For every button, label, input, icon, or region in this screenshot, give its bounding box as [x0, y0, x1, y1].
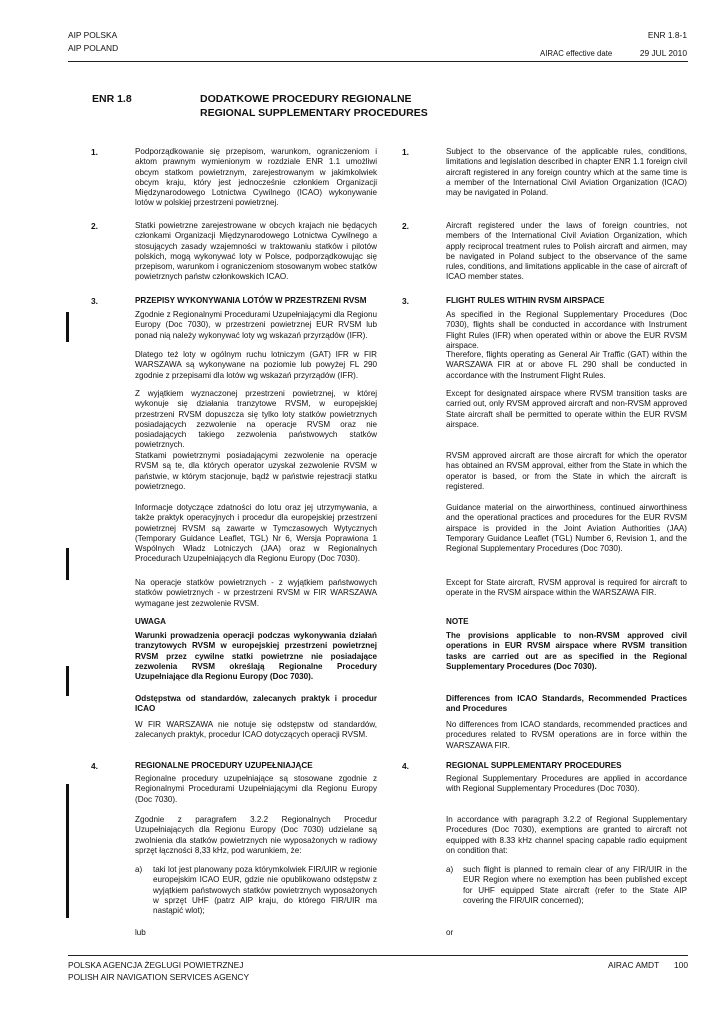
pl-number-1: 1. [91, 147, 98, 157]
change-bar [66, 312, 69, 342]
en-or: or [446, 928, 454, 937]
pl-note-heading: UWAGA [135, 617, 167, 626]
pl-paragraph-1: Podporządkowanie się przepisom, warunkom, ograniczeniom i aktom prawnym wymienionym w rozdziale ENR 1.1 umożliwi obcym statkom powietrznym, zarejestrowanym w jakimkolwiek obcym kraju, który jest jednocześnie członkiem Organizacji Międzynarodowego Lotnictwa Cywilnego (ICAO) wykonywanie lotów w polskiej przestrzeni powietrznej. [135, 147, 377, 208]
pl-paragraph-3e: Informacje dotyczące zdatności do lotu oraz jej utrzymywania, a także praktyk operacyjnych i procedur dla europejskiej przestrzeni powietrznej RVSM są zawarte w Tymczasowych Wytycznych (Temporary Guidance Leaflet, TGL) Nr 6, Wersja Poprawiona 1 Wspólnych Władz Lotniczych (JAA) oraz w Regionalnych Procedurach Uzupełniających dla Regionu Europy (Doc 7030). [135, 503, 377, 564]
en-paragraph-2: Aircraft registered under the laws of foreign countries, not members of the International Civil Aviation Organization, which apply reciprocal treatment rules to Polish aircraft and airmen, may be navigated in Poland subject to the observance of the same rules, conditions, and limitations applicable in the case of aircraft of ICAO member states. [446, 221, 687, 282]
pl-number-2: 2. [91, 221, 98, 231]
pl-note-text: Warunki prowadzenia operacji podczas wykonywania działań tranzytowych RVSM w europejskiej przestrzeni powietrznej RVSM przez cywilne statki powietrzne nie posiadające zezwolenia RVSM określają Regionalne Procedury Uzupełniające dla Regionu Europy (Doc 7030). [135, 631, 377, 682]
header-effective-label: AIRAC effective date [540, 49, 613, 58]
pl-number-3: 3. [91, 296, 98, 306]
pl-item-a-text: taki lot jest planowany poza którymkolwiek FIR/UIR w regionie europejskim ICAO EUR, gdzie nie opublikowano odstępstw z wyjątkiem państwowych statków powietrznych wyposażonych w sprzęt UHF (patrz AIP kraju, do którego FIR/UIR ma nastąpić wlot); [153, 865, 377, 916]
section-title-pl: DODATKOWE PROCEDURY REGIONALNE [200, 93, 412, 105]
pl-differences-text: W FIR WARSZAWA nie notuje się odstępstw od standardów, zalecanych praktyk, procedur ICAO dotyczących operacji RVSM. [135, 720, 377, 740]
en-note-text: The provisions applicable to non-RVSM approved civil operations in EUR RVSM airspace where RVSM transition tasks are carried out are as specified in the Regional Supplementary Procedures (Doc 7030). [446, 631, 687, 671]
en-heading-3: FLIGHT RULES WITHIN RVSM AIRSPACE [446, 296, 605, 305]
en-paragraph-1: Subject to the observance of the applicable rules, conditions, limitations and legislation described in chapter ENR 1.1 foreign civil aircraft registered in any foreign country which at the same time is a member of the International Civil Aviation Organization (ICAO) may be navigated in Poland. [446, 147, 687, 198]
change-bar [66, 548, 69, 580]
header-effective-date: 29 JUL 2010 [639, 48, 687, 58]
footer-agency-pl: POLSKA AGENCJA ŻEGLUGI POWIETRZNEJ [68, 960, 244, 970]
en-paragraph-4a: Regional Supplementary Procedures are applied in accordance with Regional Supplementary Procedures (Doc 7030). [446, 774, 687, 794]
section-code: ENR 1.8 [92, 93, 132, 105]
en-paragraph-3d: RVSM approved aircraft are those aircraft for which the operator has obtained an RVSM approval, either from the State in which the operator is based, or from the State in which the aircraft is registered. [446, 451, 687, 491]
section-title-en: REGIONAL SUPPLEMENTARY PROCEDURES [200, 107, 428, 119]
header-aip-polska: AIP POLSKA [68, 30, 118, 40]
pl-paragraph-4a: Regionalne procedury uzupełniające są stosowane zgodnie z Regionalnymi Procedurami Uzupełniającymi dla Regionu Europy (Doc 7030). [135, 774, 377, 804]
en-number-3: 3. [402, 296, 409, 306]
en-item-a-label: a) [446, 865, 454, 874]
en-differences-text: No differences from ICAO standards, recommended practices and procedures related to RVSM operations are in force within the WARSZAWA FIR. [446, 720, 687, 750]
header-aip-poland: AIP POLAND [68, 43, 119, 53]
en-heading-4: REGIONAL SUPPLEMENTARY PROCEDURES [446, 761, 622, 770]
footer-amdt-number: 100 [674, 960, 688, 970]
en-number-1: 1. [402, 147, 409, 157]
footer-amdt-label: AIRAC AMDT [608, 960, 660, 970]
footer-rule [68, 955, 688, 956]
en-paragraph-3e: Guidance material on the airworthiness, continued airworthiness and the operational practices and procedures for the EUR RVSM airspace is provided in the Joint Aviation Authorities (JAA) Temporary Guidance Leaflet (TGL) Number 6, Revision 1, and the Regional Supplementary Procedures (Doc 7030). [446, 503, 687, 554]
en-paragraph-3b: Therefore, flights operating as General Air Traffic (GAT) within the WARSZAWA FIR at or above FL 290 shall be conducted in accordance with the Instrument Flight Rules. [446, 350, 687, 380]
pl-paragraph-3c: Z wyjątkiem wyznaczonej przestrzeni powietrznej, w której wykonuje się działania tranzytowe RVSM, w europejskiej przestrzeni RVSM dopuszcza się tylko loty statków powietrznych posiadających zezwolenie na operacje RVSM oraz nie posiadających takiego zezwolenia państwowych statków powietrznych. [135, 389, 377, 450]
pl-number-4: 4. [91, 761, 98, 771]
pl-differences-heading: Odstępstwa od standardów, zalecanych praktyk i procedur ICAO [135, 694, 377, 714]
pl-paragraph-3a: Zgodnie z Regionalnymi Procedurami Uzupełniającymi dla Regionu Europy (Doc 7030), w przestrzeni powietrznej EUR RVSM lub ponad nią należy wykonywać loty wg wskazań przyrządów (IFR). [135, 310, 377, 340]
pl-paragraph-3f: Na operacje statków powietrznych - z wyjątkiem państwowych statków powietrznych - w przestrzeni RVSM w FIR WARSZAWA wymagane jest zezwolenie RVSM. [135, 578, 377, 608]
en-paragraph-4b: In accordance with paragraph 3.2.2 of Regional Supplementary Procedures (Doc 7030), exemptions are granted to aircraft not equipped with 8.33 kHz channel spacing capable radio equipment on condition that: [446, 815, 687, 855]
change-bar [66, 666, 69, 696]
en-paragraph-3c: Except for designated airspace where RVSM transition tasks are carried out, only RVSM approved aircraft and non-RVSM approved State aircraft shall be permitted to operate within the EUR RVSM airspace. [446, 389, 687, 429]
pl-heading-4: REGIONALNE PROCEDURY UZUPEŁNIAJĄCE [135, 761, 313, 770]
header-page-ref: ENR 1.8-1 [647, 30, 687, 40]
pl-or: lub [135, 928, 146, 937]
pl-item-a-label: a) [135, 865, 143, 874]
pl-paragraph-2: Statki powietrzne zarejestrowane w obcych krajach nie będących członkami Organizacji Międzynarodowego Lotnictwa Cywilnego a stosujących zasady wzajemności w traktowaniu statków i pilotów polskich, mogą wykonywać loty w Polsce, podporządkowując się przepisom, warunkom i ograniczeniom stosowanym wobec statków powietrznych państw członkowskich ICAO. [135, 221, 377, 282]
header-rule [68, 61, 688, 62]
pl-paragraph-3b: Dlatego też loty w ogólnym ruchu lotniczym (GAT) IFR w FIR WARSZAWA są wykonywane na poziomie lub powyżej FL 290 zgodnie z przepisami dla lotów wg wskazań przyrządów (IFR). [135, 350, 377, 380]
en-item-a-text: such flight is planned to remain clear of any FIR/UIR in the EUR Region where no exemption has been published except for UHF equipped State aircraft (refer to the State AIP covering the FIR/UIR concerned); [463, 865, 687, 905]
pl-heading-3: PRZEPISY WYKONYWANIA LOTÓW W PRZESTRZENI RVSM [135, 296, 367, 305]
footer-agency-en: POLISH AIR NAVIGATION SERVICES AGENCY [68, 972, 250, 982]
pl-paragraph-3d: Statkami powietrznymi posiadającymi zezwolenie na operacje RVSM są te, dla których operator uzyskał zezwolenie RVSM w państwie, w którym stacjonuje, bądź w państwie rejestracji statku powietrznego. [135, 451, 377, 491]
en-number-4: 4. [402, 761, 409, 771]
en-note-heading: NOTE [446, 617, 469, 626]
pl-paragraph-4b: Zgodnie z paragrafem 3.2.2 Regionalnych Procedur Uzupełniających dla Regionu Europy (Doc 7030) udzielane są zwolnienia dla statków powietrznych nie wyposażonych w radiowy sprzęt łączności 8,33 kHz, pod warunkiem, że: [135, 815, 377, 855]
en-number-2: 2. [402, 221, 409, 231]
en-differences-heading: Differences from ICAO Standards, Recommended Practices and Procedures [446, 694, 687, 714]
change-bar [66, 784, 69, 918]
en-paragraph-3a: As specified in the Regional Supplementary Procedures (Doc 7030), flights shall be conducted in accordance with Instrument Flight Rules (IFR) when operated within or above the EUR RVSM airspace. [446, 310, 687, 350]
en-paragraph-3f: Except for State aircraft, RVSM approval is required for aircraft to operate in the RVSM airspace within the WARSZAWA FIR. [446, 578, 687, 598]
